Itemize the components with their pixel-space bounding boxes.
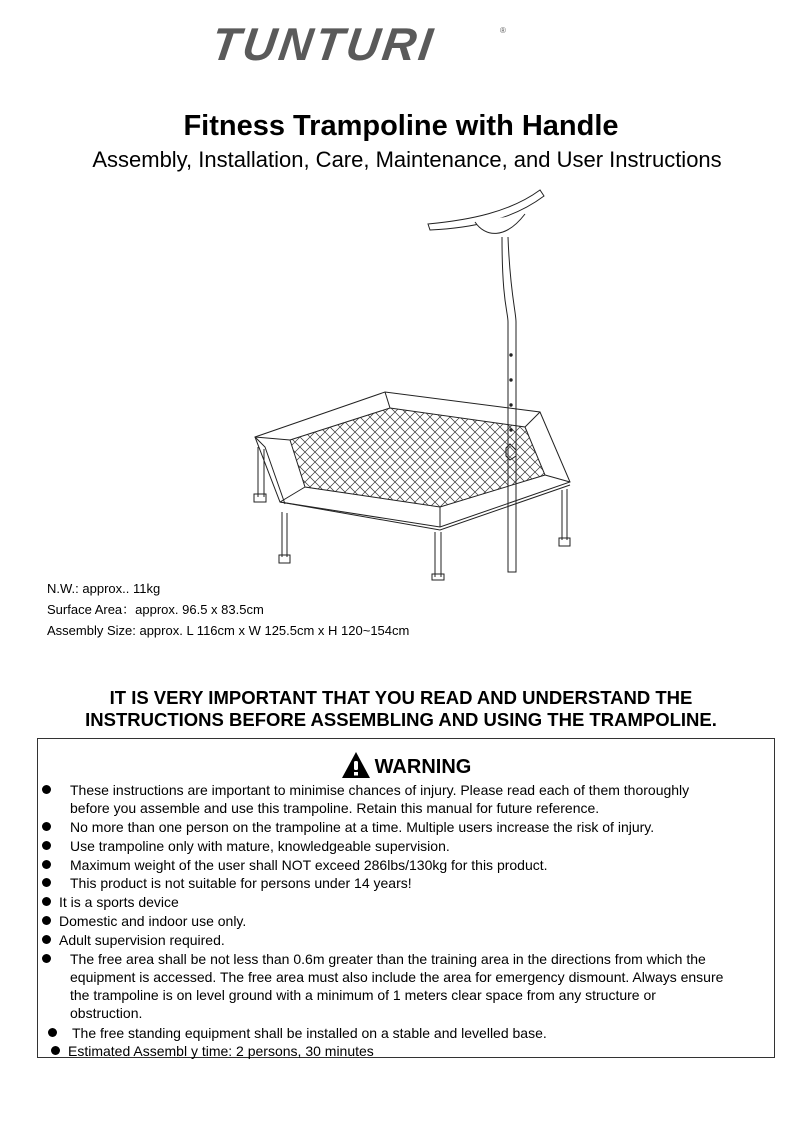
warning-item: This product is not suitable for persons under 14 years!	[70, 875, 412, 891]
bullet-icon	[51, 1046, 60, 1055]
warning-triangle-icon	[341, 751, 371, 779]
document-subtitle: Assembly, Installation, Care, Maintenance, and User Instructions	[92, 147, 722, 172]
bullet-icon	[42, 935, 51, 944]
warning-item: These instructions are important to minimise chances of injury. Please read each of them thoroughly before you assemble and use this trampoline. Retain this manual for future reference.	[70, 782, 690, 816]
warning-item: No more than one person on the trampoline at a time. Multiple users increase the risk of injury.	[70, 819, 655, 835]
important-line-2: INSTRUCTIONS BEFORE ASSEMBLING AND USING THE TRAMPOLINE.	[85, 709, 717, 730]
warning-item: Adult supervision required.	[59, 932, 225, 948]
bullet-icon	[42, 878, 51, 887]
bullet-icon	[42, 822, 51, 831]
important-notice	[0, 687, 802, 731]
warning-box	[37, 738, 775, 1058]
warning-item: Domestic and indoor use only.	[59, 913, 247, 929]
warning-item: Maximum weight of the user shall NOT exceed 286lbs/130kg for this product.	[70, 857, 548, 873]
bullet-icon	[42, 954, 51, 963]
spec-surface-area: Surface Area：approx. 96.5 x 83.5cm	[47, 602, 264, 617]
trampoline-illustration	[240, 182, 580, 582]
bullet-icon	[48, 1028, 57, 1037]
bullet-icon	[42, 841, 51, 850]
document-title: Fitness Trampoline with Handle	[183, 110, 619, 142]
bullet-icon	[42, 897, 51, 906]
logo-text: TUNTURI	[208, 18, 439, 70]
tunturi-logo	[208, 18, 512, 70]
warning-item: Estimated Assembl y time: 2 persons, 30 minutes	[68, 1043, 374, 1059]
warning-item: The free standing equipment shall be installed on a stable and levelled base.	[72, 1025, 547, 1041]
spec-net-weight: N.W.: approx.. 11kg	[47, 581, 161, 596]
registered-mark: ®	[500, 26, 506, 35]
warning-item: Use trampoline only with mature, knowledgeable supervision.	[70, 838, 450, 854]
important-line-1: IT IS VERY IMPORTANT THAT YOU READ AND UNDERSTAND THE	[109, 687, 693, 708]
product-specs	[47, 578, 409, 641]
warning-heading	[38, 751, 774, 779]
spec-assembly-size: Assembly Size: approx. L 116cm x W 125.5cm x H 120~154cm	[47, 623, 410, 638]
bullet-icon	[42, 916, 51, 925]
warning-item: The free area shall be not less than 0.6m greater than the training area in the directions from which the equipment is accessed. The free area must also include the area for emergency dismount. Always ensure the trampoline is on level ground with a minimum of 1 meters clear space from any structure or obstruction.	[70, 951, 724, 1021]
warning-item: It is a sports device	[59, 894, 179, 910]
bullet-icon	[42, 860, 51, 869]
warning-heading-text: WARNING	[374, 756, 472, 778]
bullet-icon	[42, 785, 51, 794]
